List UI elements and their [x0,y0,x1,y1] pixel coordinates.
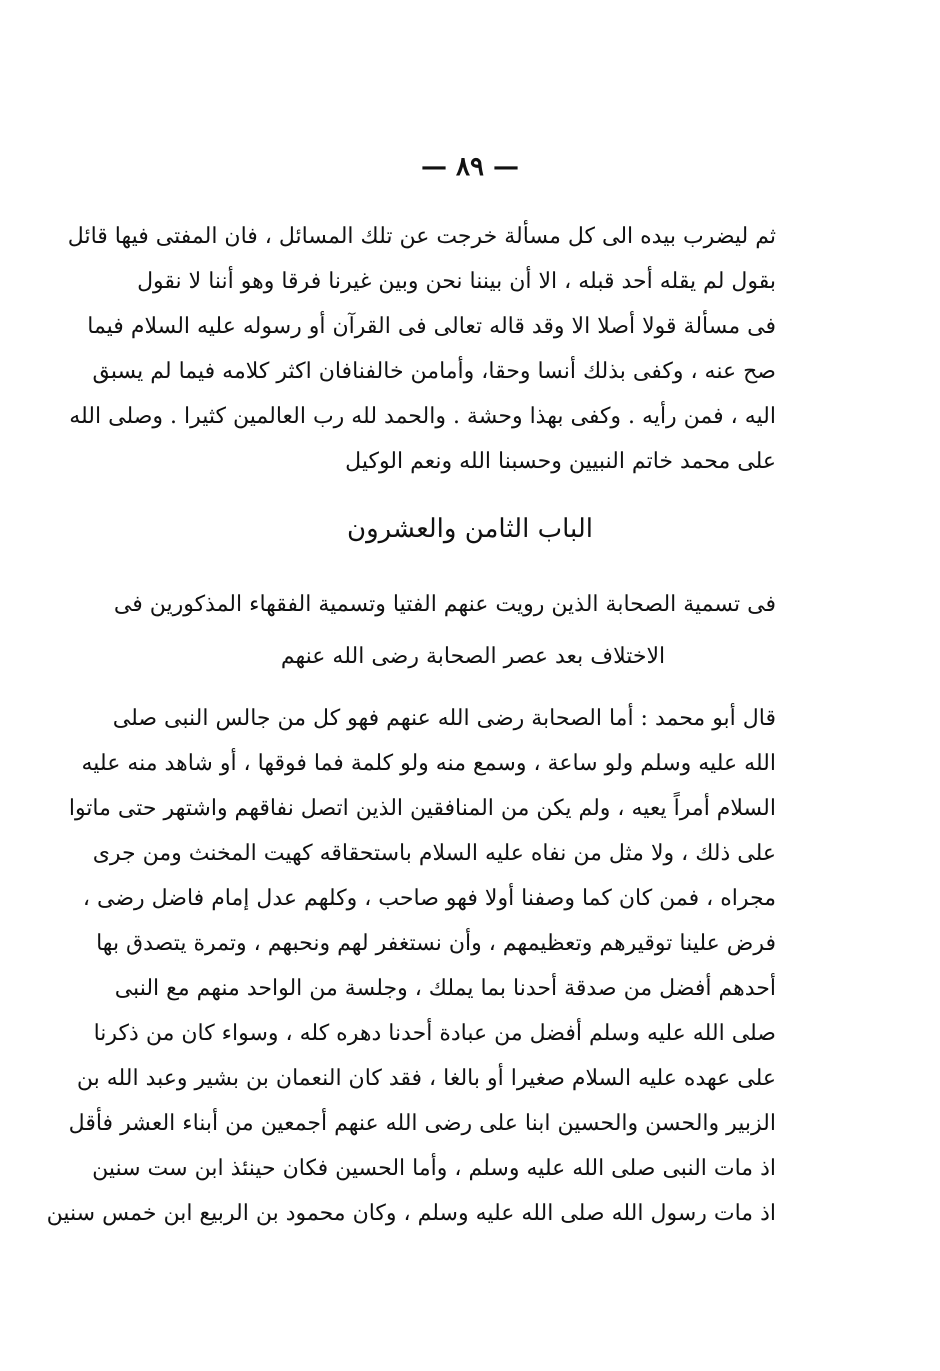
text-line: الله عليه وسلم ولو ساعة ، وسمع منه ولو كلمة فما فوقها ، أو شاهد منه عليه [81,751,776,776]
subtitle-line: الاختلاف بعد عصر الصحابة رضى الله عنهم [280,644,666,669]
text-line: بقول لم يقله أحد قبله ، الا أن بيننا نحن وبين غيرنا فرقا وهو أننا لا نقول [137,269,776,294]
text-line: على ذلك ، ولا مثل من نفاه عليه السلام باستحقاقه كهيت المخنث ومن جرى [92,841,776,866]
page-number: — ٨٩ — [420,152,520,182]
text-line: قال أبو محمد : أما الصحابة رضى الله عنهم فهو كل من جالس النبى صلى [112,706,776,731]
text-line: على عهده عليه السلام صغيرا أو بالغا ، فقد كان النعمان بن بشير وعبد الله بن [76,1066,776,1091]
text-line: على محمد خاتم النبيين وحسبنا الله ونعم الوكيل [345,449,776,474]
text-line: ثم ليضرب بيده الى كل مسألة خرجت عن تلك المسائل ، فان المفتى فيها قائل [67,224,776,249]
chapter-title: الباب الثامن والعشرون [347,514,593,544]
subtitle-line: فى تسمية الصحابة الذين رويت عنهم الفتيا وتسمية الفقهاء المذكورين فى [113,592,776,617]
text-line: صلى الله عليه وسلم أفضل من عبادة أحدنا دهره كله ، وسواء كان من ذكرنا [93,1021,776,1046]
text-line: مجراه ، فمن كان كما وصفنا أولا فهو صاحب ، وكلهم عدل إمام فاضل رضى ، [82,886,776,911]
text-line: الزبير والحسن والحسين ابنا على رضى الله عنهم أجمعين من أبناء العشر فأقل [68,1111,776,1136]
text-line: السلام أمراً يعيه ، ولم يكن من المنافقين الذين اتصل نفاقهم واشتهر حتى ماتوا [68,796,776,821]
text-line: فرض علينا توقيرهم وتعظيمهم ، وأن نستغفر لهم ونحبهم ، وتمرة يتصدق بها [96,931,776,956]
text-line: اليه ، فمن رأيه . وكفى بهذا وحشة . والحمد لله رب العالمين كثيرا . وصلى الله [69,404,776,429]
text-line: صح عنه ، وكفى بذلك أنسا وحقا، وأمامن خالفنافان اكثر كلامه فيما لم يسبق [92,359,776,384]
text-line: اذ مات النبى صلى الله عليه وسلم ، وأما الحسين فكان حينئذ ابن ست سنين [92,1156,776,1181]
text-line: فى مسألة قولا أصلا الا وقد قاله تعالى فى القرآن أو رسوله عليه السلام فيما [87,314,776,339]
text-line: اذ مات رسول الله صلى الله عليه وسلم ، وكان محمود بن الربيع ابن خمس سنين [46,1201,776,1226]
text-line: أحدهم أفضل من صدقة أحدنا بما يملك ، وجلسة من الواحد منهم مع النبى [114,976,776,1001]
